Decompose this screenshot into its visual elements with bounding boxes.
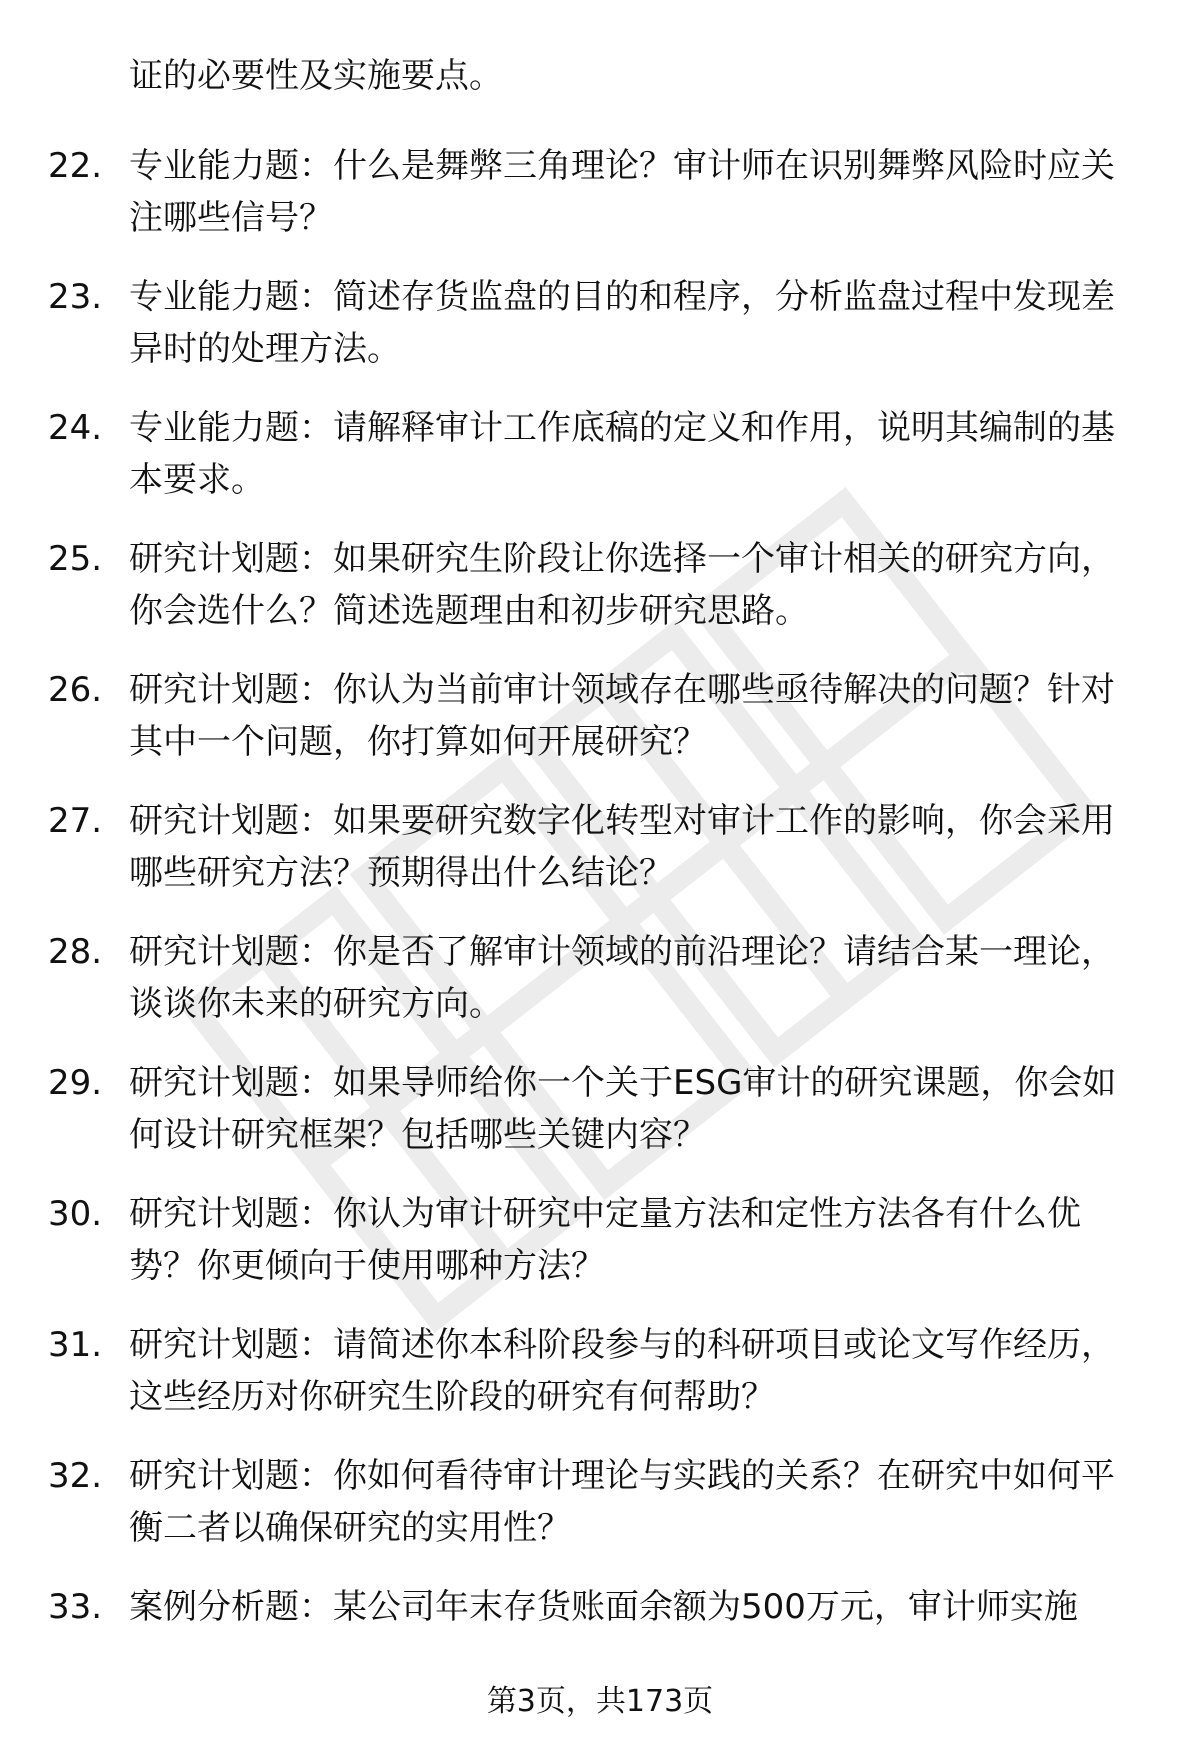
list-item [0,140,1200,271]
list-item [0,271,1200,402]
list-item [0,1057,1200,1188]
question-text: 专业能力题：什么是舞弊三角理论？审计师在识别舞弊风险时应关注哪些信号？ [129,146,1115,238]
question-text: 案例分析题：某公司年末存货账面余额为500万元，审计师实施 [129,1587,1078,1627]
list-item [0,664,1200,795]
question-text: 专业能力题：请解释审计工作底稿的定义和作用，说明其编制的基本要求。 [129,408,1115,500]
question-number: 22. [48,146,103,186]
question-number: 28. [48,932,103,972]
question-number: 23. [48,277,103,317]
list-item [0,1319,1200,1450]
list-item [0,1450,1200,1581]
question-text: 研究计划题：如果研究生阶段让你选择一个审计相关的研究方向，你会选什么？简述选题理由和初步研究思路。 [129,539,1115,631]
question-number: 30. [48,1194,103,1234]
list-item [0,795,1200,926]
continuation-text: 证的必要性及实施要点。 [129,56,503,96]
list-item [0,402,1200,533]
question-number: 31. [48,1325,103,1365]
question-number: 32. [48,1456,103,1496]
question-text: 研究计划题：你如何看待审计理论与实践的关系？在研究中如何平衡二者以确保研究的实用性？ [129,1456,1115,1548]
list-item [0,533,1200,664]
question-text: 研究计划题：如果要研究数字化转型对审计工作的影响，你会采用哪些研究方法？预期得出什么结论？ [129,801,1115,893]
question-text: 研究计划题：如果导师给你一个关于ESG审计的研究课题，你会如何设计研究框架？包括哪些关键内容？ [129,1063,1117,1155]
question-number: 29. [48,1063,103,1103]
question-text: 研究计划题：你是否了解审计领域的前沿理论？请结合某一理论，谈谈你未来的研究方向。 [129,932,1115,1024]
page-footer: 第3页，共173页 [486,1684,714,1719]
question-text: 研究计划题：你认为审计研究中定量方法和定性方法各有什么优势？你更倾向于使用哪种方法？ [129,1194,1081,1286]
list-item [0,1188,1200,1319]
question-text: 研究计划题：你认为当前审计领域存在哪些亟待解决的问题？针对其中一个问题，你打算如何开展研究？ [129,670,1115,762]
question-number: 33. [48,1587,103,1627]
question-number: 25. [48,539,103,579]
question-text: 专业能力题：简述存货监盘的目的和程序，分析监盘过程中发现差异时的处理方法。 [129,277,1115,369]
question-text: 研究计划题：请简述你本科阶段参与的科研项目或论文写作经历，这些经历对你研究生阶段的研究有何帮助？ [129,1325,1115,1417]
list-item [0,926,1200,1057]
question-list [0,140,1200,1712]
question-number: 24. [48,408,103,448]
question-number: 26. [48,670,103,710]
question-number: 27. [48,801,103,841]
